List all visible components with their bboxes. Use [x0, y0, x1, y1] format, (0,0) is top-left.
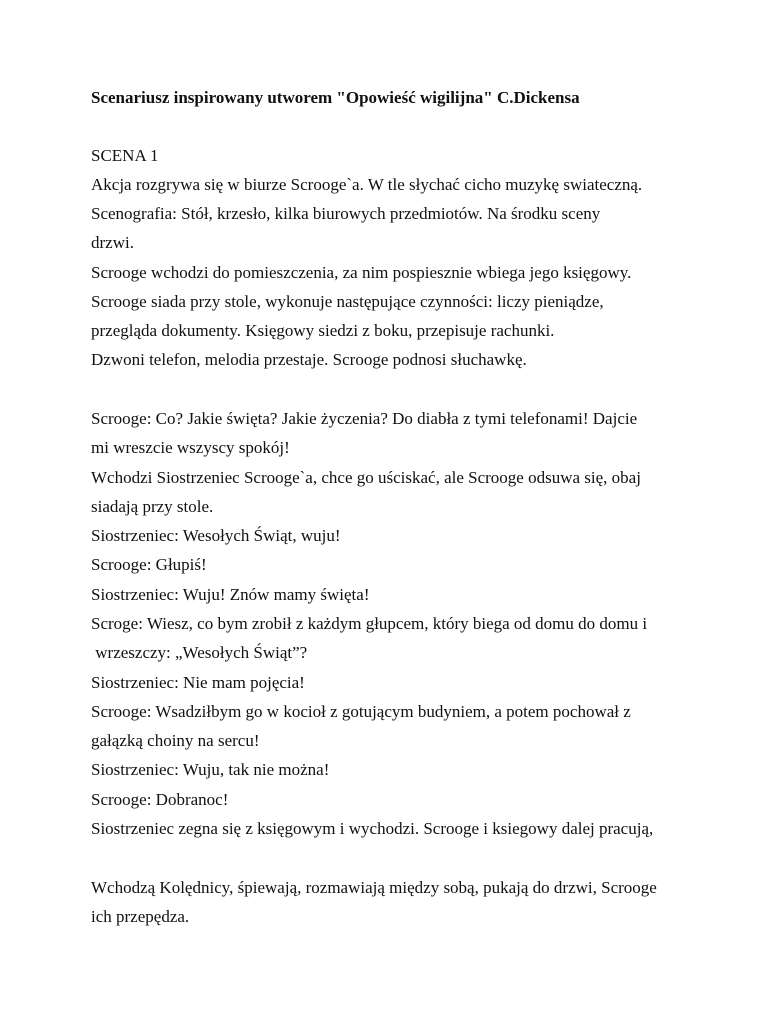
dialogue-line: Siostrzeniec: Nie mam pojęcia!	[91, 673, 305, 692]
dialogue-line: mi wreszcie wszyscy spokój!	[91, 438, 290, 457]
stage-direction-line: Wchodzi Siostrzeniec Scrooge`a, chce go uściskać, ale Scrooge odsuwa się, obaj	[91, 468, 641, 487]
dialogue-line: Siostrzeniec: Wuju, tak nie można!	[91, 760, 330, 779]
document-title: Scenariusz inspirowany utworem "Opowieść wigilijna" C.Dickensa	[91, 88, 580, 107]
dialogue-line: Scrooge: Wsadziłbym go w kocioł z gotującym budyniem, a potem pochował z	[91, 702, 631, 721]
text-line: przegląda dokumenty. Księgowy siedzi z boku, przepisuje rachunki.	[91, 321, 555, 340]
stage-direction-line: Siostrzeniec zegna się z księgowym i wychodzi. Scrooge i ksiegowy dalej pracują,	[91, 819, 654, 838]
dialogue-line: Siostrzeniec: Wuju! Znów mamy święta!	[91, 585, 370, 604]
dialogue-line: Scrooge: Co? Jakie święta? Jakie życzenia? Do diabła z tymi telefonami! Dajcie	[91, 409, 638, 428]
dialogue-line: Scroge: Wiesz, co bym zrobił z każdym głupcem, który biega od domu do domu i	[91, 614, 648, 633]
text-line: Scrooge wchodzi do pomieszczenia, za nim pospiesznie wbiega jego księgowy.	[91, 263, 632, 282]
dialogue-line: Siostrzeniec: Wesołych Świąt, wuju!	[91, 526, 341, 545]
dialogue-line: Scrooge: Głupiś!	[91, 555, 207, 574]
text-line: Dzwoni telefon, melodia przestaje. Scrooge podnosi słuchawkę.	[91, 350, 527, 369]
stage-direction-line: siadają przy stole.	[91, 497, 214, 516]
text-line: Scrooge siada przy stole, wykonuje następujące czynności: liczy pieniądze,	[91, 292, 604, 311]
dialogue-line: gałązką choiny na sercu!	[91, 731, 260, 750]
scene-heading: SCENA 1	[91, 146, 159, 165]
dialogue-line: Scrooge: Dobranoc!	[91, 790, 229, 809]
text-line: drzwi.	[91, 233, 134, 252]
stage-direction-line: Wchodzą Kolędnicy, śpiewają, rozmawiają między sobą, pukają do drzwi, Scrooge	[91, 878, 657, 897]
stage-direction-line: ich przepędza.	[91, 907, 190, 926]
dialogue-line: wrzeszczy: „Wesołych Świąt”?	[91, 643, 308, 662]
text-line: Scenografia: Stół, krzesło, kilka biurowych przedmiotów. Na środku sceny	[91, 204, 601, 223]
text-line: Akcja rozgrywa się w biurze Scrooge`a. W tle słychać cicho muzykę swiateczną.	[91, 175, 643, 194]
